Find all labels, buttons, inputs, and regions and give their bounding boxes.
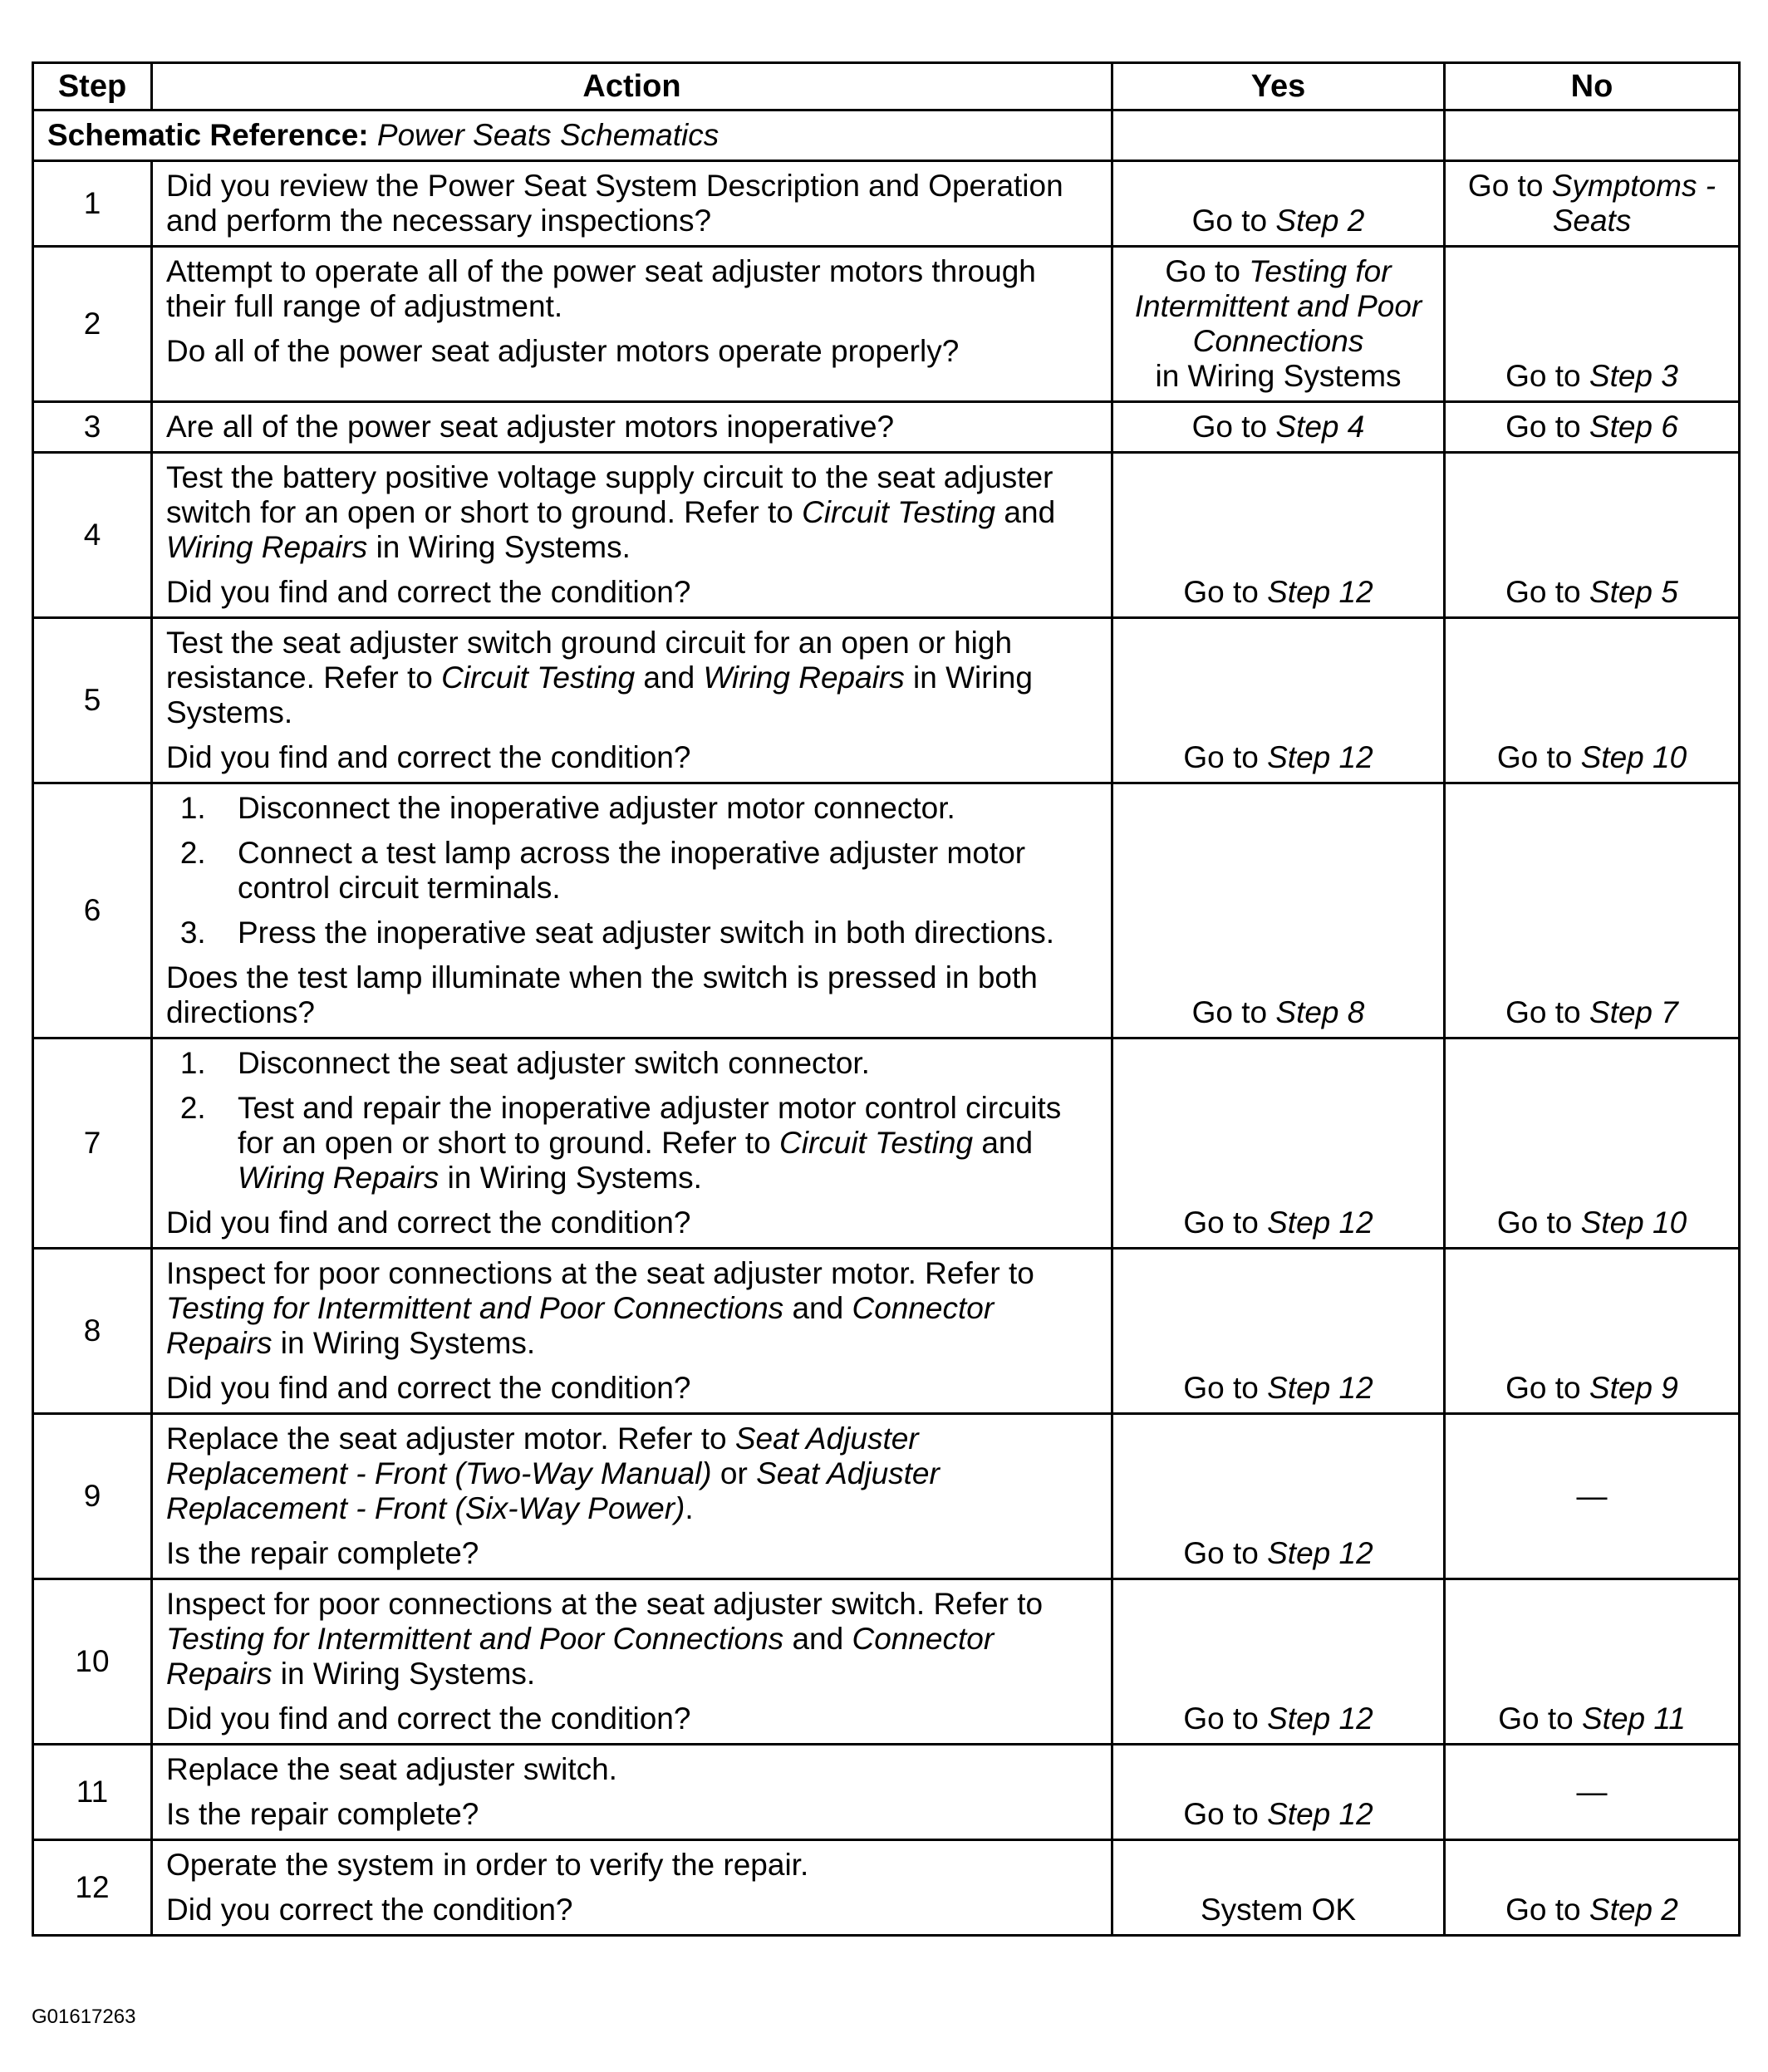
- substep-reference: Circuit Testing: [779, 1126, 974, 1160]
- action-reference: Wiring Repairs: [703, 660, 905, 695]
- action-text: Did you find and correct the condition?: [166, 740, 691, 774]
- schematic-reference-cell: [33, 110, 1112, 161]
- no-result: [1445, 618, 1740, 783]
- yes-result: [1112, 1249, 1445, 1414]
- action-paragraph: [166, 1752, 1101, 1787]
- step-number: 11: [33, 1745, 152, 1840]
- action-text: Did you find and correct the condition?: [166, 575, 691, 609]
- action-text: Attempt to operate all of the power seat adjuster motors through their full range of adjustment.: [166, 254, 1036, 323]
- action-cell: [152, 453, 1112, 618]
- no-reference: Step 7: [1589, 995, 1678, 1029]
- table-row: [33, 1249, 1740, 1414]
- action-reference: Connector Repairs: [166, 1622, 994, 1691]
- no-reference: Step 6: [1589, 410, 1678, 444]
- yes-result: [1112, 783, 1445, 1038]
- no-reference: Step 5: [1589, 575, 1678, 609]
- yes-result: [1112, 247, 1445, 402]
- yes-result: [1112, 1745, 1445, 1840]
- action-paragraph: [166, 1256, 1101, 1361]
- action-text: Inspect for poor connections at the seat adjuster motor. Refer to: [166, 1256, 1034, 1290]
- substep-item: [214, 791, 1101, 826]
- yes-result: [1112, 618, 1445, 783]
- no-text: Go to: [1505, 1893, 1589, 1927]
- step-number: 10: [33, 1579, 152, 1745]
- yes-text: Go to: [1165, 254, 1250, 288]
- no-text: Go to: [1467, 169, 1552, 203]
- step-number: 9: [33, 1414, 152, 1579]
- action-paragraph: [166, 626, 1101, 730]
- no-text: Go to: [1496, 1205, 1581, 1240]
- action-paragraph: [166, 740, 1101, 775]
- no-reference: Step 2: [1589, 1893, 1678, 1927]
- no-reference: Symptoms - Seats: [1551, 169, 1716, 238]
- schematic-reference-row: [33, 110, 1740, 161]
- action-text: and: [783, 1622, 852, 1656]
- yes-result: [1112, 1840, 1445, 1936]
- table-row: [33, 402, 1740, 453]
- no-result: [1445, 783, 1740, 1038]
- no-result: [1445, 1579, 1740, 1745]
- yes-text: Go to: [1183, 740, 1268, 774]
- yes-text: Go to: [1191, 204, 1276, 238]
- header-row: [33, 63, 1740, 110]
- action-text: and: [635, 660, 704, 695]
- action-text: Are all of the power seat adjuster motors inoperative?: [166, 410, 895, 444]
- action-text: Is the repair complete?: [166, 1536, 479, 1570]
- action-text: and: [783, 1291, 852, 1325]
- action-paragraph: [166, 1701, 1101, 1736]
- table-row: [33, 1414, 1740, 1579]
- substep-text: Press the inoperative seat adjuster switch in both directions.: [238, 916, 1055, 950]
- no-result: [1445, 247, 1740, 402]
- action-text: in Wiring Systems.: [272, 1326, 536, 1360]
- action-text: or: [711, 1456, 757, 1490]
- yes-result: [1112, 1038, 1445, 1249]
- yes-reference: Step 12: [1267, 1701, 1373, 1736]
- action-reference: Testing for Intermittent and Poor Connections: [166, 1291, 784, 1325]
- substep-item: [214, 1091, 1101, 1196]
- yes-text: Go to: [1183, 1701, 1268, 1736]
- action-text: Replace the seat adjuster switch.: [166, 1752, 617, 1786]
- step-number: 8: [33, 1249, 152, 1414]
- no-result: [1445, 1038, 1740, 1249]
- action-text: Replace the seat adjuster motor. Refer to: [166, 1421, 735, 1456]
- no-result: [1445, 161, 1740, 247]
- action-paragraph: [166, 410, 1101, 444]
- action-text: Is the repair complete?: [166, 1797, 479, 1831]
- yes-reference: Step 12: [1267, 575, 1373, 609]
- table-row: [33, 1579, 1740, 1745]
- action-text: Inspect for poor connections at the seat adjuster switch. Refer to: [166, 1587, 1044, 1621]
- yes-text: Go to: [1183, 1797, 1268, 1831]
- schematic-reference-value: Power Seats Schematics: [376, 118, 719, 152]
- no-text: Go to: [1496, 740, 1581, 774]
- no-result: [1445, 402, 1740, 453]
- action-cell: [152, 1249, 1112, 1414]
- step-number: 3: [33, 402, 152, 453]
- no-reference: Step 3: [1589, 359, 1678, 393]
- action-cell: [152, 1414, 1112, 1579]
- action-paragraph: [166, 1848, 1101, 1883]
- yes-text: Go to: [1183, 1205, 1268, 1240]
- action-paragraph: [166, 334, 1101, 369]
- no-text: Go to: [1505, 410, 1589, 444]
- action-cell: [152, 161, 1112, 247]
- substep-text: Connect a test lamp across the inoperative adjuster motor control circuit terminals.: [238, 836, 1026, 905]
- no-result: [1445, 453, 1740, 618]
- action-reference: Testing for Intermittent and Poor Connections: [166, 1622, 784, 1656]
- header-step: Step: [33, 63, 152, 110]
- action-reference: Circuit Testing: [802, 495, 996, 529]
- step-number: 2: [33, 247, 152, 402]
- schematic-reference-label: Schematic Reference:: [47, 118, 369, 152]
- table-row: [33, 783, 1740, 1038]
- action-paragraph: [166, 575, 1101, 610]
- substep-item: [214, 836, 1101, 906]
- action-reference: Seat Adjuster Replacement - Front (Two-Way Manual): [166, 1421, 919, 1490]
- action-paragraph: [166, 1371, 1101, 1406]
- substep-text: in Wiring Systems.: [439, 1161, 702, 1195]
- action-paragraph: [166, 460, 1101, 565]
- action-paragraph: [166, 960, 1101, 1030]
- yes-text: Go to: [1183, 1536, 1268, 1570]
- yes-reference: Step 12: [1267, 1205, 1373, 1240]
- no-result: [1445, 1249, 1740, 1414]
- action-reference: Seat Adjuster Replacement - Front (Six-Way Power): [166, 1456, 940, 1525]
- no-text: Go to: [1505, 995, 1589, 1029]
- action-cell: [152, 1579, 1112, 1745]
- yes-text: in Wiring Systems: [1155, 359, 1402, 393]
- action-text: Test the seat adjuster switch ground circuit for an open or high resistance. Refer to: [166, 626, 1013, 695]
- yes-text: Go to: [1183, 1371, 1268, 1405]
- no-text: Go to: [1505, 359, 1589, 393]
- substep-text: Test and repair the inoperative adjuster motor control circuits for an open or short to ground. Refer to: [238, 1091, 1062, 1160]
- action-paragraph: [166, 1587, 1101, 1691]
- table-row: [33, 1038, 1740, 1249]
- substep-item: [214, 1046, 1101, 1081]
- action-reference: Circuit Testing: [441, 660, 636, 695]
- yes-reference: Step 8: [1275, 995, 1365, 1029]
- substep-text: Disconnect the inoperative adjuster motor connector.: [238, 791, 955, 825]
- action-cell: [152, 1038, 1112, 1249]
- action-cell: [152, 402, 1112, 453]
- yes-reference: Step 12: [1267, 1536, 1373, 1570]
- schematic-no-cell: [1445, 110, 1740, 161]
- action-paragraph: [166, 1205, 1101, 1240]
- no-result: [1445, 1414, 1740, 1579]
- action-paragraph: [166, 169, 1101, 238]
- action-text: in Wiring Systems.: [367, 530, 631, 564]
- action-text: in Wiring Systems.: [272, 1657, 536, 1691]
- action-cell: [152, 1840, 1112, 1936]
- yes-reference: Step 12: [1267, 1797, 1373, 1831]
- action-paragraph: [166, 254, 1101, 324]
- yes-result: [1112, 161, 1445, 247]
- yes-text: System OK: [1200, 1893, 1357, 1927]
- yes-reference: Testing for Intermittent and Poor Connections: [1134, 254, 1422, 358]
- action-cell: [152, 618, 1112, 783]
- action-reference: Connector Repairs: [166, 1291, 994, 1360]
- substep-reference: Wiring Repairs: [238, 1161, 440, 1195]
- header-yes: Yes: [1112, 63, 1445, 110]
- yes-reference: Step 12: [1267, 1371, 1373, 1405]
- action-text: Did you correct the condition?: [166, 1893, 573, 1927]
- no-text: Go to: [1505, 1371, 1589, 1405]
- header-action: Action: [152, 63, 1112, 110]
- step-number: 4: [33, 453, 152, 618]
- action-substeps: [166, 791, 1101, 950]
- action-text: and: [995, 495, 1056, 529]
- step-number: 6: [33, 783, 152, 1038]
- action-reference: Wiring Repairs: [166, 530, 368, 564]
- action-paragraph: [166, 1536, 1101, 1571]
- action-text: in Wiring Systems.: [166, 660, 1033, 729]
- yes-text: Go to: [1191, 410, 1276, 444]
- no-reference: Step 11: [1581, 1701, 1686, 1736]
- yes-reference: Step 2: [1275, 204, 1365, 238]
- no-text: Go to: [1498, 1701, 1582, 1736]
- yes-result: [1112, 453, 1445, 618]
- yes-text: Go to: [1191, 995, 1276, 1029]
- header-no: No: [1445, 63, 1740, 110]
- table-row: [33, 1840, 1740, 1936]
- diagnostic-table: [32, 61, 1741, 1937]
- substep-text: Disconnect the seat adjuster switch connector.: [238, 1046, 870, 1080]
- figure-id: G01617263: [32, 2006, 136, 2028]
- yes-result: [1112, 1414, 1445, 1579]
- no-result: [1445, 1840, 1740, 1936]
- action-cell: [152, 1745, 1112, 1840]
- table-row: [33, 618, 1740, 783]
- no-reference: Step 9: [1589, 1371, 1678, 1405]
- action-text: Did you find and correct the condition?: [166, 1371, 691, 1405]
- action-text: .: [685, 1491, 694, 1525]
- schematic-yes-cell: [1112, 110, 1445, 161]
- action-paragraph: [166, 1893, 1101, 1927]
- yes-result: [1112, 402, 1445, 453]
- action-text: Does the test lamp illuminate when the switch is pressed in both directions?: [166, 960, 1038, 1029]
- no-reference: Step 10: [1580, 740, 1687, 774]
- action-cell: [152, 247, 1112, 402]
- yes-reference: Step 4: [1275, 410, 1365, 444]
- action-text: Did you find and correct the condition?: [166, 1205, 691, 1240]
- step-number: 7: [33, 1038, 152, 1249]
- table-body: [33, 110, 1740, 1936]
- substep-text: and: [973, 1126, 1034, 1160]
- action-text: Did you review the Power Seat System Description and Operation and perform the necessary inspections?: [166, 169, 1063, 238]
- no-text: —: [1576, 1479, 1608, 1513]
- yes-reference: Step 12: [1267, 740, 1373, 774]
- action-cell: [152, 783, 1112, 1038]
- table-row: [33, 453, 1740, 618]
- no-text: Go to: [1505, 575, 1589, 609]
- table-row: [33, 247, 1740, 402]
- action-text: Test the battery positive voltage supply circuit to the seat adjuster switch for an open or short to ground. Refer to: [166, 460, 1053, 529]
- step-number: 5: [33, 618, 152, 783]
- action-text: Did you find and correct the condition?: [166, 1701, 691, 1736]
- table-row: [33, 1745, 1740, 1840]
- no-text: —: [1576, 1775, 1608, 1809]
- step-number: 12: [33, 1840, 152, 1936]
- action-paragraph: [166, 1797, 1101, 1832]
- yes-text: Go to: [1183, 575, 1268, 609]
- action-paragraph: [166, 1421, 1101, 1526]
- no-result: [1445, 1745, 1740, 1840]
- yes-result: [1112, 1579, 1445, 1745]
- no-reference: Step 10: [1580, 1205, 1687, 1240]
- step-number: 1: [33, 161, 152, 247]
- substep-item: [214, 916, 1101, 950]
- action-substeps: [166, 1046, 1101, 1196]
- action-text: Do all of the power seat adjuster motors operate properly?: [166, 334, 960, 368]
- action-text: Operate the system in order to verify the repair.: [166, 1848, 809, 1882]
- table-row: [33, 161, 1740, 247]
